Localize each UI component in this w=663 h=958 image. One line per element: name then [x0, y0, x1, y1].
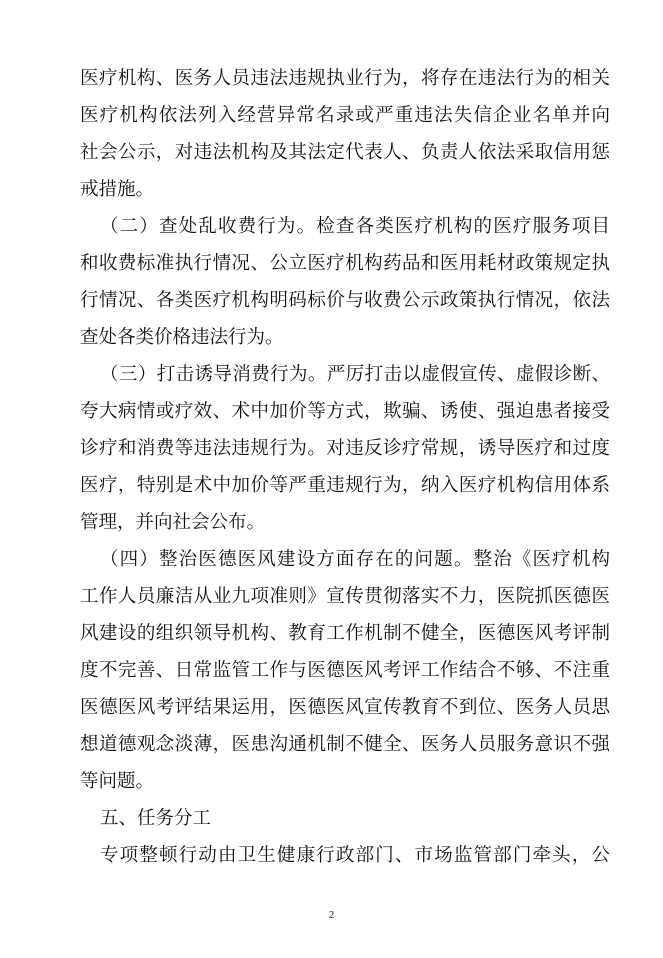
text-line: 医疗机构、医务人员违法违规执业行为，将存在违法行为的相关 [80, 68, 610, 89]
text-line: 工作人员廉洁从业九项准则》宣传贯彻落实不力，医院抓医德医 [80, 586, 610, 607]
text-line: 风建设的组织领导机构、教育工作机制不健全，医德医风考评制 [80, 623, 610, 644]
text-line: 查处各类价格违法行为。 [80, 327, 284, 348]
section-heading: 五、任务分工 [100, 808, 212, 829]
paragraph-heading-line: （二）查处乱收费行为。检查各类医疗机构的医疗服务项目 [100, 216, 610, 237]
paragraph-heading-line: （三）打击诱导消费行为。严厉打击以虚假宣传、虚假诊断、 [100, 364, 610, 385]
text-line: 想道德观念淡薄，医患沟通机制不健全、医务人员服务意识不强 [80, 734, 610, 755]
text-line: 诊疗和消费等违法违规行为。对违反诊疗常规，诱导医疗和过度 [80, 438, 610, 459]
text-line: 社会公示，对违法机构及其法定代表人、负责人依法采取信用惩 [80, 142, 610, 163]
page-number: 2 [328, 909, 335, 921]
text-line: 医德医风考评结果运用，医德医风宣传教育不到位、医务人员思 [80, 697, 610, 718]
text-line: 医疗机构依法列入经营异常名录或严重违法失信企业名单并向 [80, 105, 610, 126]
text-line: 夸大病情或疗效、术中加价等方式，欺骗、诱使、强迫患者接受 [80, 401, 610, 422]
paragraph-heading-line: （四）整治医德医风建设方面存在的问题。整治《医疗机构 [100, 549, 610, 570]
text-line: 戒措施。 [80, 179, 155, 200]
text-line: 行情况、各类医疗机构明码标价与收费公示政策执行情况，依法 [80, 290, 610, 311]
text-line: 等问题。 [80, 771, 155, 792]
text-line: 专项整顿行动由卫生健康行政部门、市场监管部门牵头，公 [100, 845, 610, 866]
text-line: 度不完善、日常监管工作与医德医风考评工作结合不够、不注重 [80, 660, 610, 681]
text-line: 医疗，特别是术中加价等严重违规行为，纳入医疗机构信用体系 [80, 475, 610, 496]
text-line: 管理，并向社会公布。 [80, 512, 266, 533]
text-line: 和收费标准执行情况、公立医疗机构药品和医用耗材政策规定执 [80, 253, 610, 274]
document-body [80, 60, 610, 874]
